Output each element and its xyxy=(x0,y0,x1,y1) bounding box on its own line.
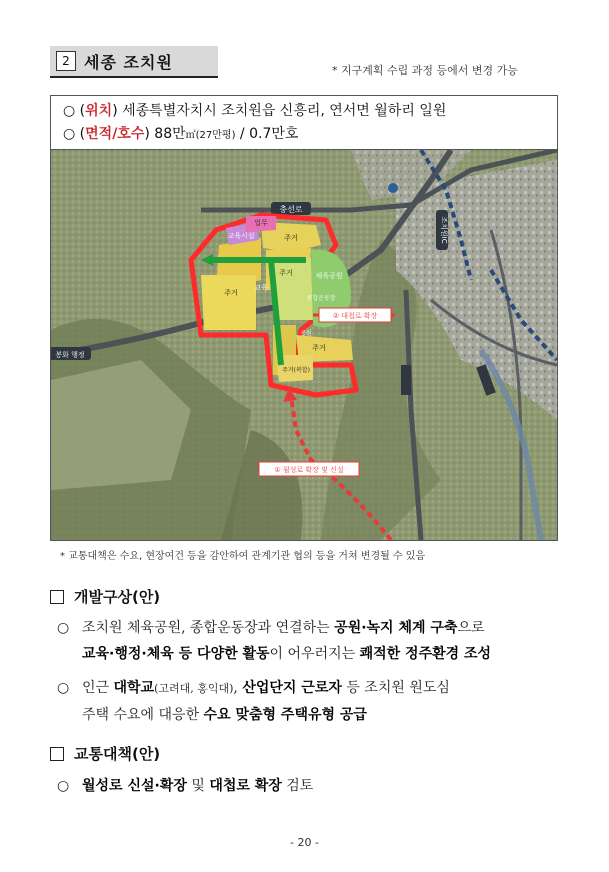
dev-item-2 xyxy=(57,675,577,728)
site-map xyxy=(50,149,558,541)
dev-item1-pre: 조치원 체육공원, 종합운동장과 연결하는 xyxy=(82,620,335,636)
area-label: 면적/호수 xyxy=(85,126,145,142)
info-box xyxy=(50,95,558,149)
circle-bullet-icon: ○ xyxy=(57,620,70,636)
traffic-heading-text: 교통대책(안) xyxy=(74,745,161,763)
map-note: * 교통대책은 수요, 현장여건 등을 감안하여 관계기관 협의 등을 거쳐 변경될 수 있음 xyxy=(60,551,426,562)
circle-bullet-icon: ○ xyxy=(63,103,76,119)
dev-item1-mid: 으로 xyxy=(457,620,485,636)
dev-item-1 xyxy=(57,615,577,667)
zone-label: 주거 xyxy=(312,344,326,352)
zone-label: 교육 xyxy=(254,284,268,292)
location-line: ○ (위치) 세종특별자치시 조치원읍 신흥리, 연서면 월하리 일원 xyxy=(63,103,447,119)
dev-item2-line2-pre: 주택 수요에 대응한 xyxy=(82,707,204,723)
dev-item2-mid2: 등 조치원 원도심 xyxy=(341,680,450,696)
dev-item1-bold2: 교육·행정·체육 등 다양한 활동 xyxy=(82,646,270,662)
area-separator: / xyxy=(235,126,250,142)
location-label: 위치 xyxy=(85,103,113,119)
traffic-item1-mid: 및 xyxy=(186,778,210,794)
traffic-item1-post: 검토 xyxy=(281,778,314,794)
circle-bullet-icon: ○ xyxy=(57,680,70,696)
zone-label: 업무 xyxy=(254,219,268,227)
dev-item2-small: (고려대, 홍익대) xyxy=(154,682,234,695)
dev-item2-bold2: 산업단지 근로자 xyxy=(242,680,342,696)
traffic-heading xyxy=(50,743,160,764)
circle-bullet-icon: ○ xyxy=(63,126,76,142)
units-value: 0.7만호 xyxy=(249,126,299,142)
area-pyeong: (27만평) xyxy=(195,130,236,141)
dev-item1-bold3: 쾌적한 정주환경 조성 xyxy=(359,646,492,662)
location-text: 세종특별자치시 조치원읍 신흥리, 연서면 월하리 일원 xyxy=(122,103,447,119)
zone-label: 주거(복합) xyxy=(282,367,310,374)
circle-bullet-icon: ○ xyxy=(57,778,70,794)
dev-item1-bold1: 공원·녹지 체계 구축 xyxy=(334,620,458,636)
zone-label: 교육시설 xyxy=(227,232,255,240)
zone-label: 공원 xyxy=(300,330,312,337)
callout-1-label: ① 월성로 확장 및 신설 xyxy=(274,466,344,474)
callout-2-label: ② 대첩로 확장 xyxy=(332,312,378,320)
area-line: ○ (면적/호수) 88만㎡(27만평) / 0.7만호 xyxy=(63,126,299,142)
map-road-label-top: 충선로 xyxy=(279,205,303,214)
header-note: * 지구계획 수립 과정 등에서 변경 가능 xyxy=(332,64,518,77)
traffic-item1-bold2: 대첩로 확장 xyxy=(209,778,282,794)
area-unit: ㎡ xyxy=(185,130,196,141)
zone-label: 체육공원 xyxy=(315,272,343,280)
dev-item2-bold1: 대학교 xyxy=(113,680,155,696)
dev-heading-text: 개발구상(안) xyxy=(74,588,161,606)
square-bullet-icon xyxy=(50,747,64,761)
dev-heading xyxy=(50,586,160,607)
section-title-box xyxy=(50,46,218,78)
area-value: 88만 xyxy=(154,126,186,142)
traffic-item-1 xyxy=(57,773,577,799)
dev-item2-mid: , xyxy=(233,680,243,696)
map-road-label-left: 봉화 행정 xyxy=(55,351,85,359)
square-bullet-icon xyxy=(50,590,64,604)
page-number: - 20 - xyxy=(290,836,319,849)
dev-item1-mid2: 이 어우러지는 xyxy=(269,646,360,662)
traffic-item1-bold1: 월성로 신설·확장 xyxy=(82,778,187,794)
dev-item2-pre: 인근 xyxy=(82,680,114,696)
section-number: 2 xyxy=(56,51,76,71)
dev-item2-bold3: 수요 맞춤형 주택유형 공급 xyxy=(203,707,367,723)
section-title: 세종 조치원 xyxy=(84,52,173,72)
highway-shield-icon xyxy=(388,183,398,193)
zone-label: 종합운동장 xyxy=(306,295,336,302)
aerial-map-image xyxy=(51,150,557,540)
zone-label: 주거 xyxy=(284,234,298,242)
map-road-label-right: 조치원IC xyxy=(440,216,448,244)
zone-label: 주거 xyxy=(224,289,238,297)
zone-label: 주거 xyxy=(279,269,293,277)
